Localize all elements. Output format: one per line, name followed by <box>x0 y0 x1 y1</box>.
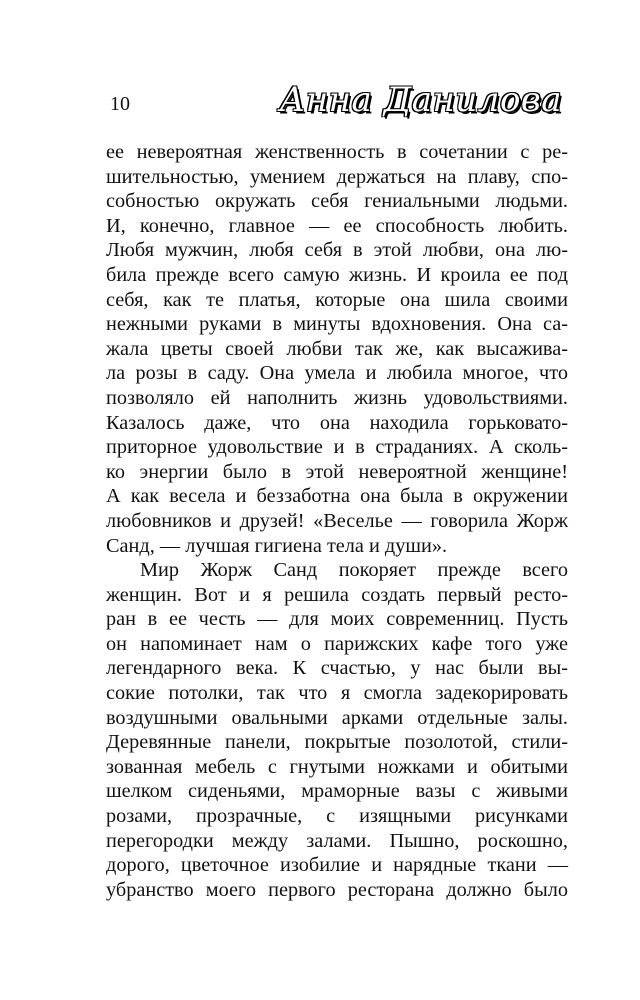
text-line: ла розы в саду. Она умела и любила многое, что <box>106 362 568 385</box>
text-line: сокие потолки, так что я смогла задекорировать <box>106 682 568 705</box>
text-line: ран в ее честь — для моих современниц. Пусть <box>106 608 568 631</box>
text-line: собностью окружать себя гениальными людьми. <box>106 190 568 213</box>
text-line: Санд, — лучшая гигиена тела и души». <box>106 534 448 557</box>
text-line: Любя мужчин, любя себя в этой любви, она лю- <box>106 239 568 262</box>
text-line: зованная мебель с гнутыми ножками и обитыми <box>106 755 568 778</box>
text-line: убранство моего первого ресторана должно было <box>106 878 568 901</box>
text-line: перегородки между залами. Пышно, роскошно, <box>106 829 568 852</box>
text-line: била прежде всего самую жизнь. И кроила ее под <box>106 263 568 286</box>
body-text <box>106 140 568 902</box>
text-line: шительностью, умением держаться на плаву, спо- <box>106 165 568 188</box>
text-line: И, конечно, главное — ее способность любить. <box>106 214 568 237</box>
text-line: А как весела и беззаботна она была в окружении <box>106 485 568 508</box>
text-line: позволяло ей наполнить жизнь удовольствиями. <box>106 386 568 409</box>
text-line: воздушными овальными арками отдельные залы. <box>106 706 568 729</box>
text-line: легендарного века. К счастью, у нас были вы- <box>106 657 568 680</box>
text-line: ко энергии было в этой невероятной женщине! <box>106 460 568 483</box>
text-line: ее невероятная женственность в сочетании с ре- <box>106 141 568 163</box>
text-line: любовников и друзей! «Веселье — говорила Жорж <box>106 509 568 532</box>
text-line: себя, как те платья, которые она шила своими <box>106 288 568 311</box>
text-line: дорого, цветочное изобилие и нарядные ткани — <box>106 854 568 877</box>
text-line: жала цветы своей любви так же, как высажива- <box>106 337 568 360</box>
text-line: приторное удовольствие и в страданиях. А сколь- <box>106 436 568 459</box>
text-line: женщин. Вот и я решила создать первый ресто- <box>106 583 568 606</box>
running-head-author: Анна Данилова <box>279 80 562 120</box>
text-line: Деревянные панели, покрытые позолотой, стили- <box>106 731 568 754</box>
text-line: Казалось даже, что она находила горьковато- <box>106 411 568 434</box>
page-number: 10 <box>110 93 130 115</box>
text-line: он напоминает нам о парижских кафе того уже <box>106 632 568 655</box>
text-line: Мир Жорж Санд покоряет прежде всего <box>140 559 568 582</box>
text-line: розами, прозрачные, с изящными рисунками <box>106 805 568 828</box>
text-line: шелком сиденьями, мраморные вазы с живыми <box>106 780 568 803</box>
text-line: нежными руками в минуты вдохновения. Она са- <box>106 313 568 336</box>
